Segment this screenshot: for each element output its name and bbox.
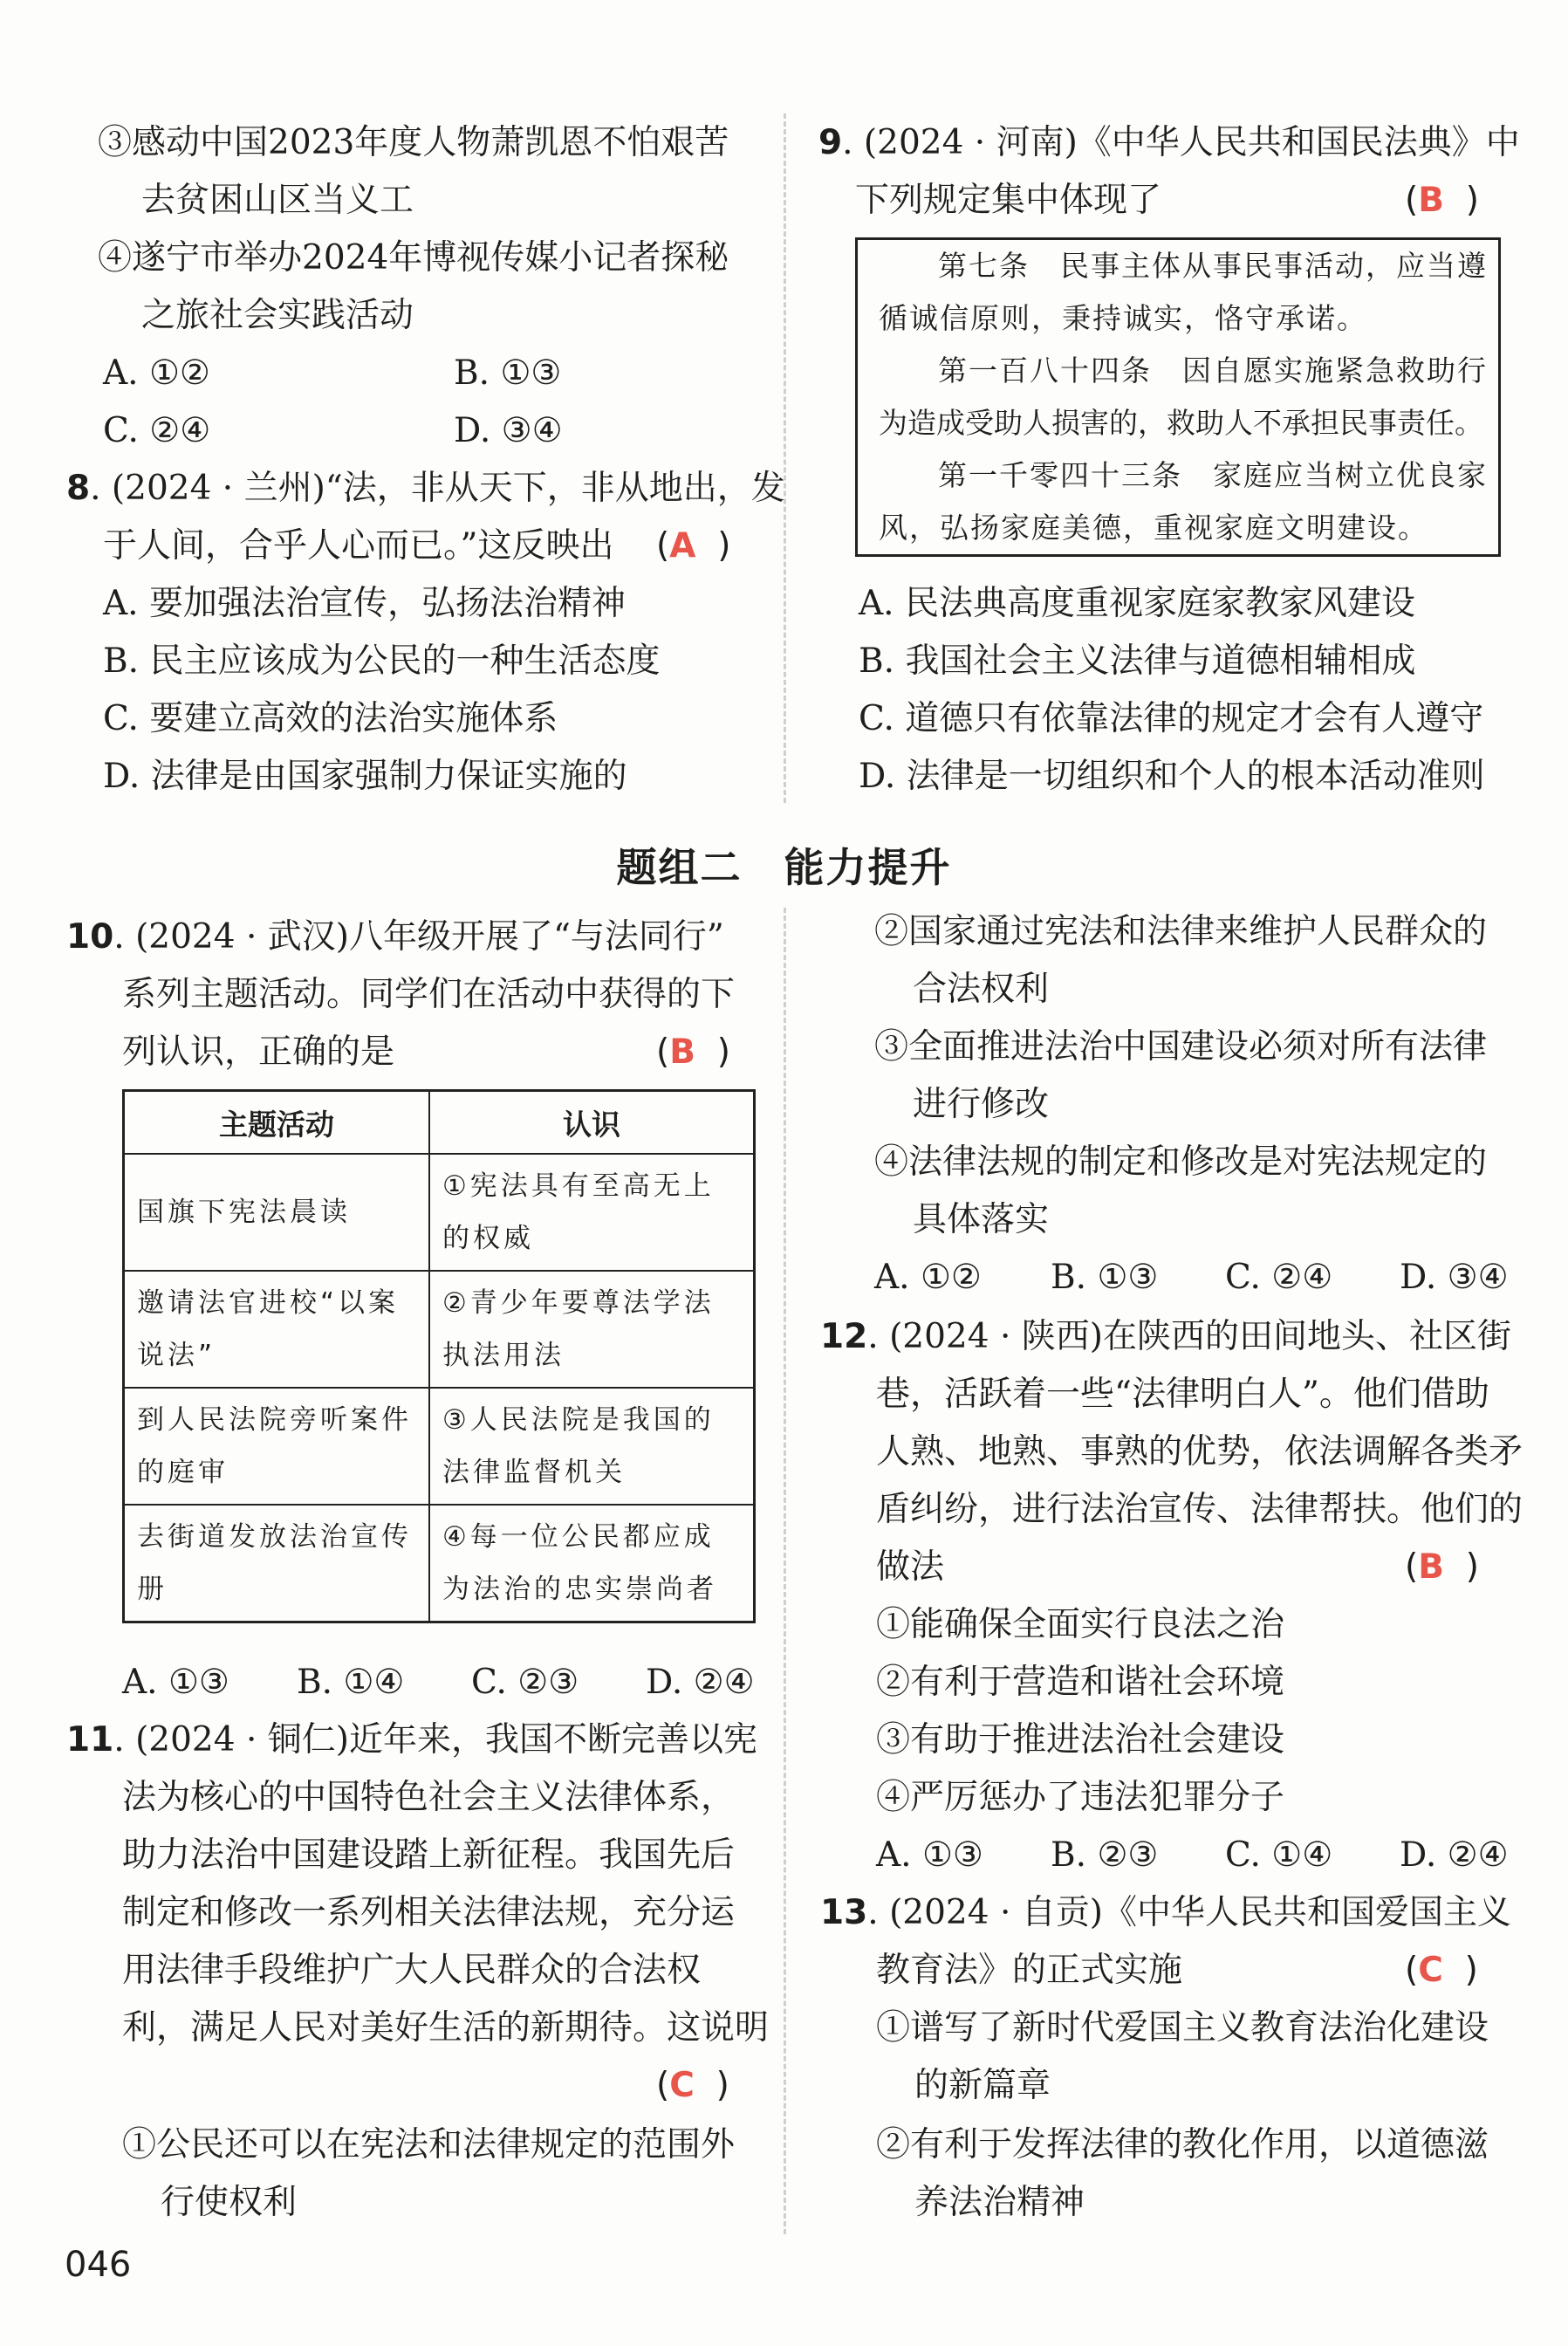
q11-option-1-line2: 行使权利: [161, 2183, 298, 2222]
q11-answer: (C ): [656, 2066, 729, 2105]
table-header-knowledge: 认识: [429, 1091, 755, 1155]
table-cell-knowledge: ①宪法具有至高无上的权威: [429, 1154, 755, 1271]
q13-number: 13: [820, 1893, 868, 1932]
table-cell-activity: 到人民法院旁听案件的庭审: [124, 1388, 430, 1505]
q8-stem-line2: 于人间，合乎人心而已。”这反映出: [103, 526, 614, 566]
q8-option-d: D. 法律是由国家强制力保证实施的: [103, 757, 627, 796]
q9-number: 9: [818, 123, 843, 162]
q13-answer: (C ): [1405, 1951, 1478, 1990]
q11-stem-line2: 法为核心的中国特色社会主义法律体系，: [122, 1778, 736, 1817]
q10-answer-letter: B: [669, 1032, 695, 1072]
table-cell-activity: 邀请法官进校“以案说法”: [124, 1271, 430, 1388]
table-header-activity: 主题活动: [124, 1091, 430, 1155]
q12-stem-line3: 人熟、地熟、事熟的优势，依法调解各类矛: [876, 1432, 1523, 1471]
column-divider-bottom: [784, 908, 786, 2234]
q12-answer-letter: B: [1418, 1547, 1444, 1587]
q9-box-line2: 循诚信原则，秉持诚实，恪守承诺。: [879, 301, 1367, 335]
q12-option-3: ③有助于推进法治社会建设: [876, 1720, 1285, 1760]
q11-option-1-line1: ①公民还可以在宪法和法律规定的范围外: [122, 2125, 736, 2164]
q9-answer: (B ): [1405, 181, 1479, 220]
q12-choice-b: B. ②③: [1051, 1835, 1159, 1875]
q12-stem-line1: [820, 1314, 1511, 1360]
q9-box-line1: 第七条 民事主体从事民事活动，应当遵: [938, 249, 1488, 283]
q11-option-4-line1: ④法律法规的制定和修改是对宪法规定的: [874, 1142, 1488, 1182]
q9-box-line5: 第一千零四十三条 家庭应当树立优良家: [938, 458, 1488, 492]
table-cell-activity: 去街道发放法治宣传册: [124, 1505, 430, 1622]
table-header-row: [124, 1091, 755, 1155]
q11-stem-line1: [66, 1718, 757, 1763]
q7-choice-a: A. ①②: [103, 353, 210, 393]
q8-stem-text1: . (2024 · 兰州)“法，非从天下，非从地出，发: [90, 469, 785, 508]
q11-stem-line6: 利，满足人民对美好生活的新期待。这说明: [122, 2008, 770, 2048]
q9-option-d: D. 法律是一切组织和个人的根本活动准则: [859, 757, 1485, 796]
q11-option-2-line2: 合法权利: [913, 970, 1050, 1009]
q11-stem-line4: 制定和修改一系列相关法律法规，充分运: [122, 1893, 736, 1932]
q11-choice-a: A. ①②: [874, 1258, 982, 1297]
q13-stem-text1: . (2024 · 自贡)《中华人民共和国爱国主义: [867, 1893, 1511, 1932]
q7-option-4-line2: 之旅社会实践活动: [141, 296, 414, 335]
q11-stem-line5: 用法律手段维护广大人民群众的合法权: [122, 1951, 702, 1990]
q12-stem-line2: 巷，活跃着一些“法律明白人”。他们借助: [876, 1375, 1489, 1414]
q12-choice-a: A. ①③: [876, 1835, 983, 1875]
q11-choice-d: D. ③④: [1400, 1258, 1509, 1297]
q7-option-3-line1: ③感动中国2023年度人物萧凯恩不怕艰苦: [98, 123, 729, 162]
q8-option-a: A. 要加强法治宣传，弘扬法治精神: [103, 584, 626, 623]
table-row: [124, 1271, 755, 1388]
q10-choice-b: B. ①④: [297, 1663, 405, 1702]
q10-choice-a: A. ①③: [122, 1663, 229, 1702]
q9-quote-box: [855, 237, 1501, 557]
q11-option-3-line1: ③全面推进法治中国建设必须对所有法律: [874, 1027, 1488, 1067]
q7-choice-d: D. ③④: [454, 411, 563, 450]
q12-number: 12: [820, 1317, 868, 1356]
q13-option-1-line1: ①谱写了新时代爱国主义教育法治化建设: [876, 2008, 1489, 2048]
q12-answer: (B ): [1405, 1547, 1479, 1587]
q9-option-c: C. 道德只有依靠法律的规定才会有人遵守: [859, 699, 1484, 738]
q13-option-2-line1: ②有利于发挥法律的教化作用，以道德滋: [876, 2125, 1489, 2164]
page-number: 046: [65, 2245, 132, 2285]
q12-choice-d: D. ②④: [1400, 1835, 1509, 1875]
q10-choice-c: C. ②③: [471, 1663, 579, 1702]
section-title: 题组二 能力提升: [616, 844, 952, 891]
q11-option-3-line2: 进行修改: [913, 1085, 1050, 1124]
q13-stem-line1: [820, 1890, 1511, 1936]
q13-option-1-line2: 的新篇章: [914, 2066, 1051, 2105]
q13-option-2-line2: 养法治精神: [914, 2183, 1085, 2222]
q9-box-line6: 风，弘扬家庭美德，重视家庭文明建设。: [879, 511, 1428, 545]
q10-choice-d: D. ②④: [646, 1663, 755, 1702]
table-row: [124, 1505, 755, 1622]
q8-option-b: B. 民主应该成为公民的一种生活态度: [103, 641, 661, 681]
q7-option-3-line2: 去贫困山区当义工: [141, 181, 414, 220]
q8-answer-letter: A: [669, 526, 696, 566]
q10-number: 10: [66, 917, 114, 957]
table-cell-knowledge: ②青少年要尊法学法执法用法: [429, 1271, 755, 1388]
q9-answer-letter: B: [1418, 181, 1444, 220]
q11-option-4-line2: 具体落实: [913, 1200, 1050, 1239]
q9-stem-line2: 下列规定集中体现了: [855, 181, 1162, 220]
q9-box-line4: 为造成受助人损害的，救助人不承担民事责任。: [879, 406, 1483, 440]
q10-stem-line2: 系列主题活动。同学们在活动中获得的下: [122, 975, 736, 1014]
q11-choice-c: C. ②④: [1225, 1258, 1333, 1297]
q7-option-4-line1: ④遂宁市举办2024年博视传媒小记者探秘: [98, 238, 729, 278]
q10-stem-line1: [66, 915, 724, 960]
q11-option-2-line1: ②国家通过宪法和法律来维护人民群众的: [874, 912, 1488, 951]
q9-option-b: B. 我国社会主义法律与道德相辅相成: [859, 641, 1416, 681]
q12-option-1: ①能确保全面实行良法之治: [876, 1605, 1285, 1644]
table-row: [124, 1154, 755, 1271]
q11-choice-b: B. ①③: [1051, 1258, 1159, 1297]
q12-stem-line5: 做法: [876, 1547, 945, 1587]
q11-number: 11: [66, 1720, 114, 1760]
table-cell-knowledge: ③人民法院是我国的法律监督机关: [429, 1388, 755, 1505]
q8-answer: (A ): [656, 526, 731, 566]
q9-stem-line1: [818, 120, 1520, 166]
q11-stem-line3: 助力法治中国建设踏上新征程。我国先后: [122, 1835, 736, 1875]
q7-choice-b: B. ①③: [454, 353, 562, 393]
q8-option-c: C. 要建立高效的法治实施体系: [103, 699, 558, 738]
q10-stem-line3: 列认识，正确的是: [122, 1032, 395, 1072]
q13-answer-letter: C: [1418, 1951, 1443, 1990]
table-cell-knowledge: ④每一位公民都应成为法治的忠实崇尚者: [429, 1505, 755, 1622]
table-row: [124, 1388, 755, 1505]
q8-number: 8: [66, 469, 91, 508]
q11-answer-letter: C: [669, 2066, 695, 2105]
q12-option-2: ②有利于营造和谐社会环境: [876, 1663, 1285, 1702]
q13-stem-line2: 教育法》的正式实施: [876, 1951, 1183, 1990]
q12-choice-c: C. ①④: [1225, 1835, 1333, 1875]
table-cell-activity: 国旗下宪法晨读: [124, 1154, 430, 1271]
q11-stem-text1: . (2024 · 铜仁)近年来，我国不断完善以宪: [113, 1720, 757, 1760]
q10-answer: (B ): [656, 1032, 730, 1072]
q8-stem-line1: [66, 466, 785, 511]
q12-stem-text1: . (2024 · 陕西)在陕西的田间地头、社区街: [867, 1317, 1511, 1356]
q9-option-a: A. 民法典高度重视家庭家教家风建设: [859, 584, 1415, 623]
q12-stem-line4: 盾纠纷，进行法治宣传、法律帮扶。他们的: [876, 1490, 1523, 1529]
q10-activity-table: [122, 1089, 756, 1623]
q7-choice-c: C. ②④: [103, 411, 211, 450]
q9-stem-text1: . (2024 · 河南)《中华人民共和国民法典》中: [842, 123, 1520, 162]
q12-option-4: ④严厉惩办了违法犯罪分子: [876, 1778, 1285, 1817]
q9-box-line3: 第一百八十四条 因自愿实施紧急救助行: [938, 353, 1488, 388]
column-divider-top: [784, 113, 786, 803]
q10-stem-text1: . (2024 · 武汉)八年级开展了“与法同行”: [113, 917, 724, 957]
